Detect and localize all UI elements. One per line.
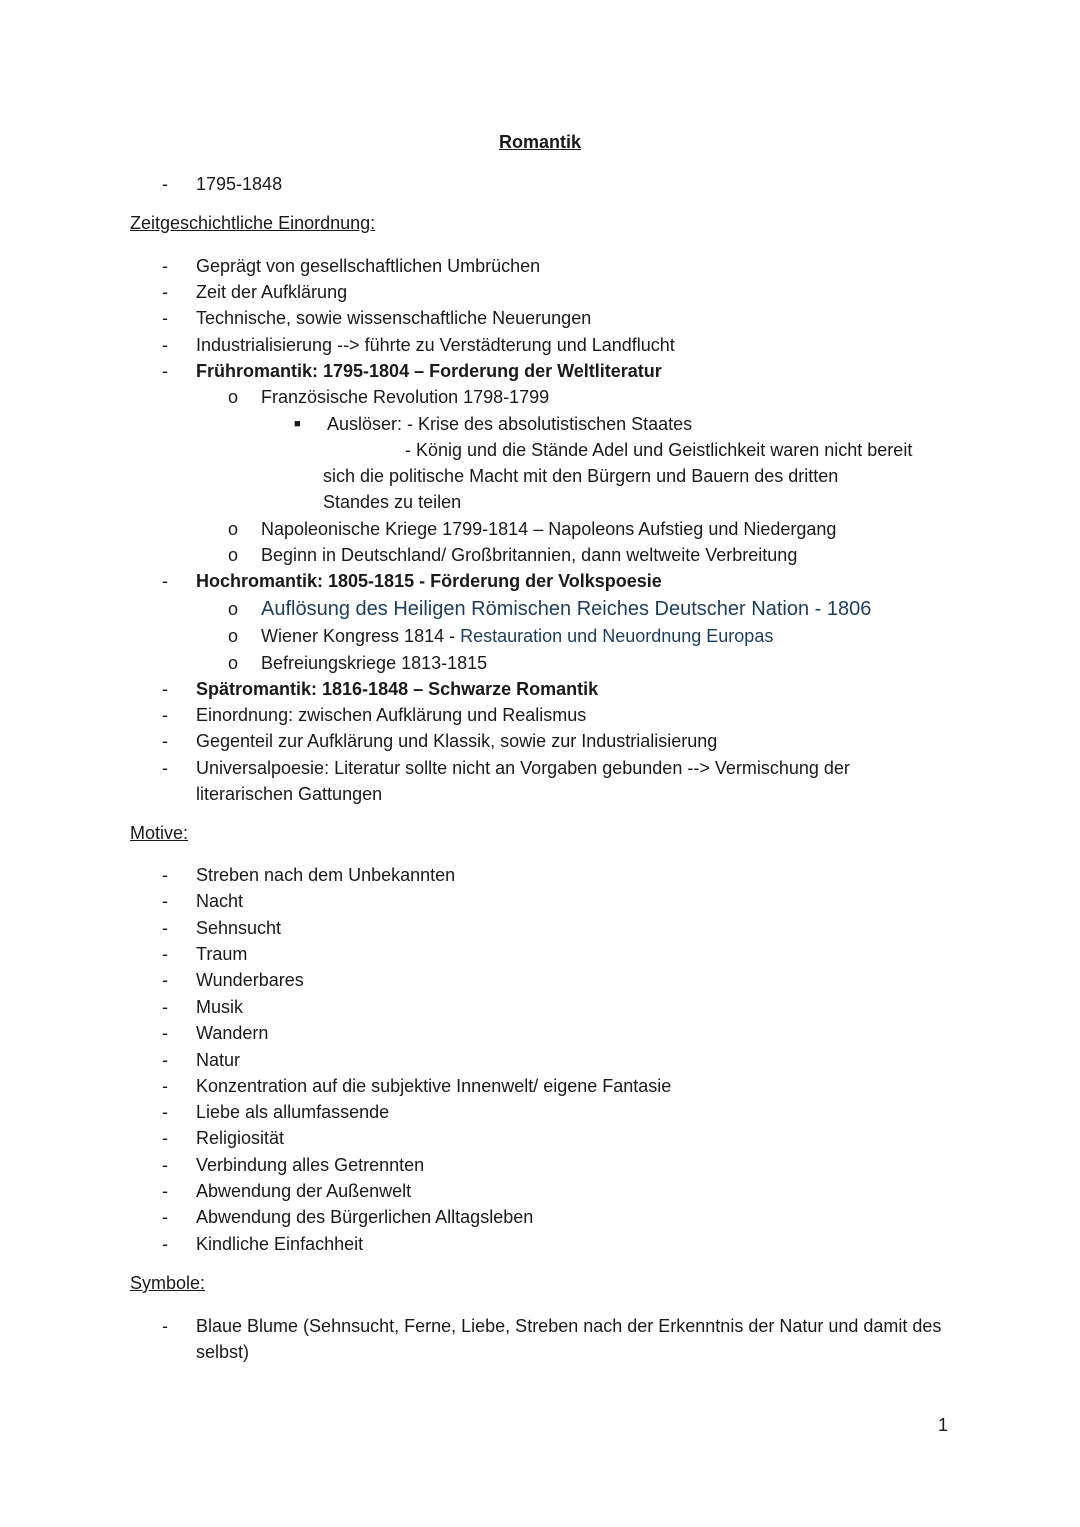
continuation-text: selbst) [196, 1342, 250, 1362]
circle-bullet: o [228, 387, 239, 407]
circle-bullet: o [228, 653, 239, 673]
sub-sub-item-text: Auslöser: - Krise des absolutistischen Staates [327, 414, 693, 434]
circle-bullet: o [228, 545, 239, 565]
list-item-text: Abwendung des Bürgerlichen Alltagsleben [196, 1207, 534, 1227]
sub-item-text [261, 623, 773, 649]
section-heading-motive: Motive: [130, 823, 189, 843]
dash-bullet: - [162, 335, 168, 355]
list-item-text: Technische, sowie wissenschaftliche Neuerungen [196, 308, 592, 328]
dash-bullet: - [162, 174, 168, 194]
dash-bullet: - [162, 970, 168, 990]
list-item-text: Blaue Blume (Sehnsucht, Ferne, Liebe, Streben nach der Erkenntnis der Natur und damit des [196, 1316, 942, 1336]
square-bullet: ■ [294, 418, 301, 430]
hochromantik-label: Hochromantik: 1805-1815 - Förderung der Volkspoesie [196, 571, 662, 591]
list-item-text: Kindliche Einfachheit [196, 1234, 364, 1254]
page-number: 1 [938, 1415, 949, 1435]
dash-bullet: - [162, 1207, 168, 1227]
dash-bullet: - [162, 361, 168, 381]
dash-bullet: - [162, 705, 168, 725]
fruehromantik-label: Frühromantik: 1795-1804 – Forderung der Weltliteratur [196, 361, 662, 381]
dash-bullet: - [162, 1316, 168, 1336]
sub-item-text: Auflösung des Heiligen Römischen Reiches Deutscher Nation - 1806 [261, 598, 872, 620]
dash-bullet: - [162, 1023, 168, 1043]
list-item-text: Konzentration auf die subjektive Innenwelt/ eigene Fantasie [196, 1076, 672, 1096]
dash-bullet: - [162, 1234, 168, 1254]
dash-bullet: - [162, 1128, 168, 1148]
dash-bullet: - [162, 1181, 168, 1201]
page-title: Romantik [498, 132, 581, 152]
list-item-text: Einordnung: zwischen Aufklärung und Realismus [196, 705, 587, 725]
dash-bullet: - [162, 918, 168, 938]
dash-bullet: - [162, 1102, 168, 1122]
continuation-text: sich die politische Macht mit den Bürgern und Bauern des dritten [323, 466, 839, 486]
dash-bullet: - [162, 571, 168, 591]
list-item-text: Sehnsucht [196, 918, 282, 938]
list-item-text: Industrialisierung --> führte zu Verstädterung und Landflucht [196, 335, 675, 355]
dash-bullet: - [162, 758, 168, 778]
period-text: 1795-1848 [196, 174, 283, 194]
dash-bullet: - [162, 944, 168, 964]
dash-bullet: - [162, 997, 168, 1017]
list-item-text: Nacht [196, 891, 244, 911]
circle-bullet: o [228, 599, 239, 619]
dash-bullet: - [162, 308, 168, 328]
sub-item-text: Französische Revolution 1798-1799 [261, 387, 550, 407]
circle-bullet: o [228, 519, 239, 539]
dash-bullet: - [162, 1155, 168, 1175]
sub-item-text: Napoleonische Kriege 1799-1814 – Napoleons Aufstieg und Niedergang [261, 519, 837, 539]
sub-item-text: Befreiungskriege 1813-1815 [261, 653, 488, 673]
list-item-text: Religiosität [196, 1128, 285, 1148]
section-heading-zeit: Zeitgeschichtliche Einordnung: [130, 213, 376, 233]
dash-bullet: - [162, 1050, 168, 1070]
list-item-text: Abwendung der Außenwelt [196, 1181, 412, 1201]
circle-bullet: o [228, 626, 239, 646]
list-item-text: Traum [196, 944, 248, 964]
dash-bullet: - [162, 731, 168, 751]
continuation-text: - König und die Stände Adel und Geistlichkeit waren nicht bereit [405, 440, 913, 460]
list-item-text: Wunderbares [196, 970, 304, 990]
dash-bullet: - [162, 679, 168, 699]
continuation-text: literarischen Gattungen [196, 784, 383, 804]
list-item-text: Wandern [196, 1023, 269, 1043]
sub-item-text: Beginn in Deutschland/ Großbritannien, dann weltweite Verbreitung [261, 545, 798, 565]
list-item-text: Zeit der Aufklärung [196, 282, 348, 302]
dash-bullet: - [162, 865, 168, 885]
dash-bullet: - [162, 1076, 168, 1096]
wiener-kongress-text: Wiener Kongress 1814 - [261, 626, 461, 646]
restauration-text: Restauration und Neuordnung Europas [460, 626, 774, 646]
list-item-text: Universalpoesie: Literatur sollte nicht an Vorgaben gebunden --> Vermischung der [196, 758, 850, 778]
dash-bullet: - [162, 256, 168, 276]
list-item-text: Geprägt von gesellschaftlichen Umbrüchen [196, 256, 541, 276]
list-item-text: Liebe als allumfassende [196, 1102, 390, 1122]
list-item-text: Natur [196, 1050, 241, 1070]
list-item-text: Gegenteil zur Aufklärung und Klassik, sowie zur Industrialisierung [196, 731, 718, 751]
list-item-text: Verbindung alles Getrennten [196, 1155, 425, 1175]
continuation-text: Standes zu teilen [323, 492, 462, 512]
dash-bullet: - [162, 891, 168, 911]
section-heading-symbole: Symbole: [130, 1273, 206, 1293]
spaetromantik-label: Spätromantik: 1816-1848 – Schwarze Romantik [196, 679, 599, 699]
list-item-text: Musik [196, 997, 244, 1017]
dash-bullet: - [162, 282, 168, 302]
list-item-text: Streben nach dem Unbekannten [196, 865, 456, 885]
